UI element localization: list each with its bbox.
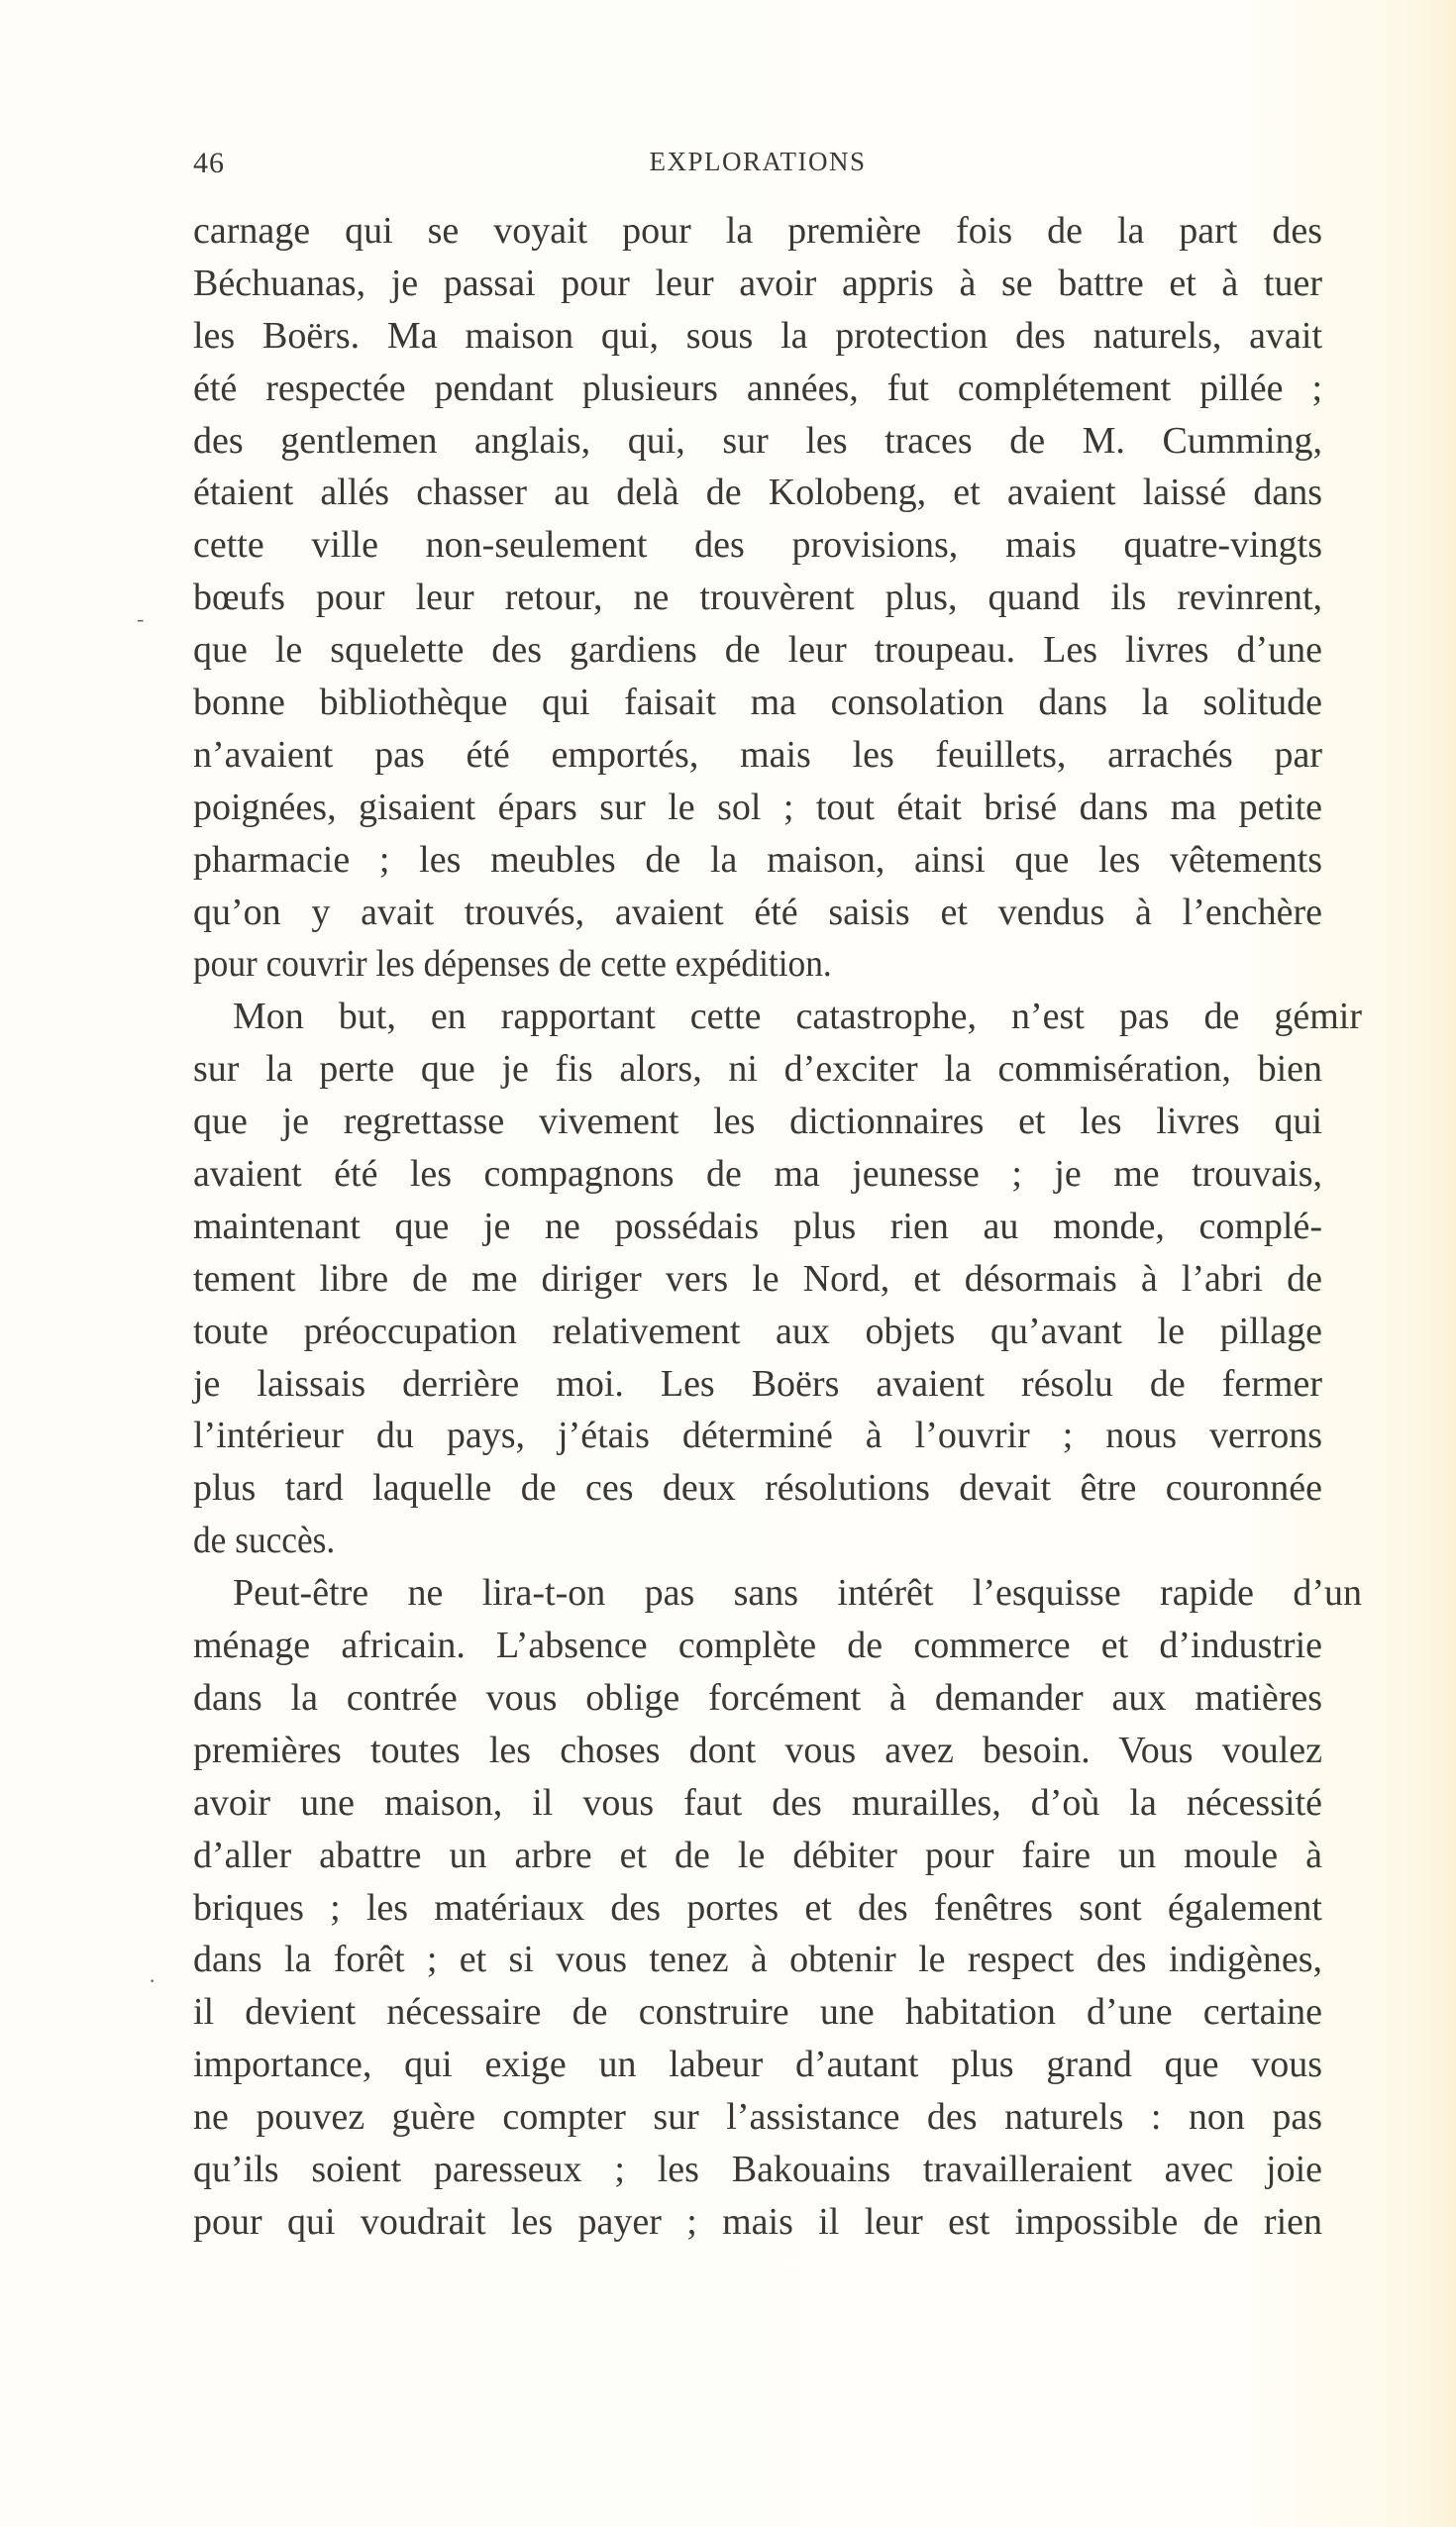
text-line: avaient été les compagnons de ma jeunesse ; je me trouvais,: [193, 1153, 1322, 1196]
text-line: premières toutes les choses dont vous avez besoin. Vous voulez: [193, 1729, 1322, 1771]
text-line: tement libre de me diriger vers le Nord, et désormais à l’abri de: [193, 1257, 1322, 1300]
text-line: Mon but, en rapportant cette catastrophe, n’est pas de gémir: [233, 996, 1362, 1038]
text-line: poignées, gisaient épars sur le sol ; tout était brisé dans ma petite: [193, 786, 1322, 828]
text-line: des gentlemen anglais, qui, sur les traces de M. Cumming,: [193, 419, 1322, 462]
text-line: dans la contrée vous oblige forcément à demander aux matières: [193, 1676, 1322, 1719]
running-head-title: EXPLORATIONS: [649, 147, 867, 176]
text-line: pour couvrir les dépenses de cette expédition.: [193, 943, 832, 986]
margin-mark: -: [137, 606, 145, 631]
text-line: je laissais derrière moi. Les Boërs avaient résolu de fermer: [193, 1362, 1322, 1405]
text-line: Béchuanas, je passai pour leur avoir appris à se battre et à tuer: [193, 262, 1322, 304]
text-line: Peut-être ne lira-t-on pas sans intérêt l’esquisse rapide d’un: [233, 1572, 1362, 1615]
text-line: bonne bibliothèque qui faisait ma consolation dans la solitude: [193, 682, 1322, 724]
running-head: [193, 139, 1322, 190]
text-line: que je regrettasse vivement les dictionnaires et les livres qui: [193, 1101, 1322, 1143]
paragraph: [193, 1567, 1362, 2249]
text-line: d’aller abattre un arbre et de le débiter pour faire un moule à: [193, 1834, 1322, 1876]
text-line: toute préoccupation relativement aux objets qu’avant le pillage: [193, 1310, 1322, 1352]
text-line: briques ; les matériaux des portes et des fenêtres sont également: [193, 1886, 1322, 1929]
book-page: [193, 139, 1362, 2249]
text-line: avoir une maison, il vous faut des murailles, d’où la nécessité: [193, 1781, 1322, 1824]
text-line: maintenant que je ne possédais plus rien au monde, complé-: [193, 1205, 1322, 1247]
text-line: carnage qui se voyait pour la première fois de la part des: [193, 210, 1322, 252]
body-text: [193, 205, 1362, 2249]
text-line: cette ville non-seulement des provisions, mais quatre-vingts: [193, 524, 1322, 567]
text-line: les Boërs. Ma maison qui, sous la protection des naturels, avait: [193, 314, 1322, 357]
text-line: été respectée pendant plusieurs années, fut complétement pillée ;: [193, 367, 1322, 409]
text-line: dans la forêt ; et si vous tenez à obtenir le respect des indigènes,: [193, 1939, 1322, 1981]
text-line: pour qui voudrait les payer ; mais il leur est impossible de rien: [193, 2200, 1322, 2243]
text-line: que le squelette des gardiens de leur troupeau. Les livres d’une: [193, 629, 1322, 672]
text-line: l’intérieur du pays, j’étais déterminé à l’ouvrir ; nous verrons: [193, 1415, 1322, 1457]
text-line: ne pouvez guère compter sur l’assistance des naturels : non pas: [193, 2096, 1322, 2139]
text-line: bœufs pour leur retour, ne trouvèrent plus, quand ils revinrent,: [193, 577, 1322, 619]
text-line: pharmacie ; les meubles de la maison, ainsi que les vêtements: [193, 838, 1322, 881]
paragraph: [193, 991, 1362, 1567]
text-line: il devient nécessaire de construire une habitation d’une certaine: [193, 1991, 1322, 2034]
text-line: sur la perte que je fis alors, ni d’exciter la commisération, bien: [193, 1048, 1322, 1091]
margin-mark: ·: [149, 1968, 156, 1993]
text-line: n’avaient pas été emportés, mais les feuillets, arrachés par: [193, 733, 1322, 776]
text-line: plus tard laquelle de ces deux résolutions devait être couronnée: [193, 1467, 1322, 1510]
text-line: étaient allés chasser au delà de Kolobeng, et avaient laissé dans: [193, 472, 1322, 514]
text-line: importance, qui exige un labeur d’autant plus grand que vous: [193, 2044, 1322, 2086]
text-line: de succès.: [193, 1520, 336, 1562]
text-line: ménage africain. L’absence complète de commerce et d’industrie: [193, 1625, 1322, 1667]
text-line: qu’ils soient paresseux ; les Bakouains travailleraient avec joie: [193, 2148, 1322, 2190]
page-number: 46: [193, 147, 225, 179]
text-line: qu’on y avait trouvés, avaient été saisis et vendus à l’enchère: [193, 891, 1322, 933]
paragraph: [193, 205, 1322, 991]
